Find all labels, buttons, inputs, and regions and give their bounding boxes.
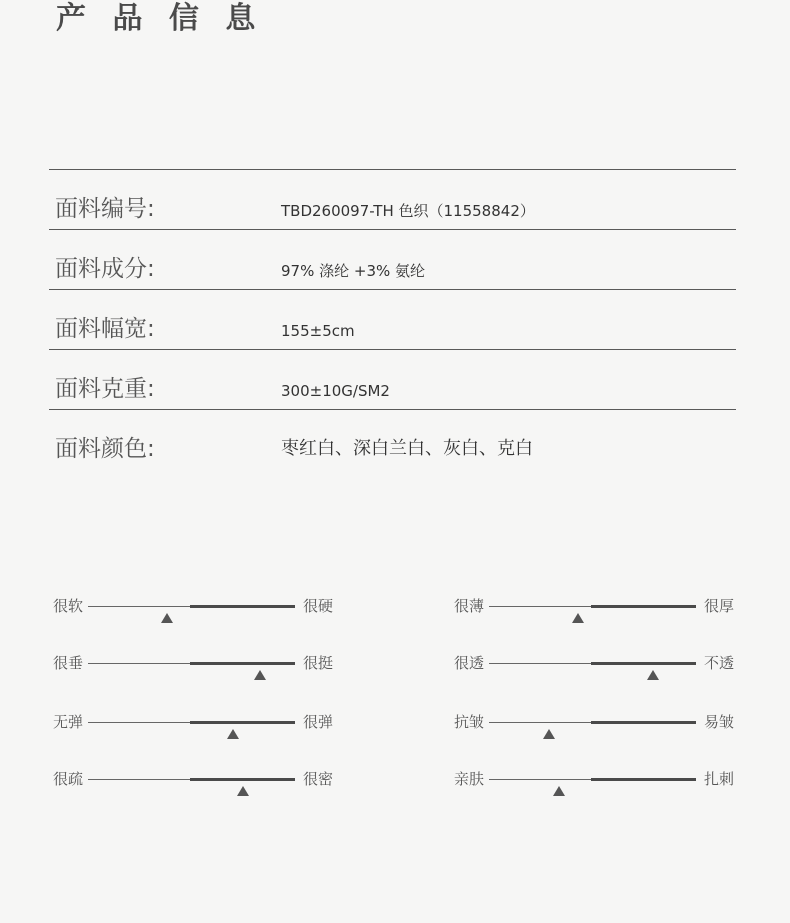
fabric-weight-value: 300±10G/SM2: [281, 382, 390, 400]
fabric-composition-value: 97% 涤纶 +3% 氨纶: [281, 262, 426, 280]
scale-track-thin: [489, 779, 591, 780]
fabric-weight-label: 面料克重:: [55, 376, 155, 402]
scale-track-thin: [489, 663, 591, 664]
scale-track-thin: [88, 722, 190, 723]
fabric-color-value: 枣红白、深白兰白、灰白、克白: [281, 438, 533, 459]
scale-track-thick: [190, 778, 295, 781]
scale-left-label: 无弹: [53, 713, 84, 731]
scale-left-label: 很透: [454, 654, 485, 672]
scale-marker-triangle: [227, 729, 239, 739]
scale-marker-triangle: [254, 670, 266, 680]
scale-track-thin: [88, 606, 190, 607]
fabric-code-label: 面料编号:: [55, 196, 155, 222]
scale-marker-triangle: [543, 729, 555, 739]
scale-marker-triangle: [572, 613, 584, 623]
fabric-width-label: 面料幅宽:: [55, 316, 155, 342]
scale-track-thin: [88, 779, 190, 780]
scale-track-thick: [190, 662, 295, 665]
wrinkle-scale: [454, 710, 737, 740]
scale-right-label: 很厚: [704, 597, 735, 615]
skin-feel-scale: [454, 767, 737, 797]
fabric-width-value: 155±5cm: [281, 322, 355, 340]
fabric-code-value: TBD260097-TH 色织（11558842）: [281, 202, 535, 220]
scale-track-thick: [591, 778, 696, 781]
fabric-color-label: 面料颜色:: [55, 436, 155, 462]
scale-track-thick: [591, 662, 696, 665]
scale-right-label: 很挺: [303, 654, 334, 672]
scale-right-label: 很密: [303, 770, 334, 788]
scale-track-thin: [489, 606, 591, 607]
transparency-scale: [454, 651, 737, 681]
fabric-composition-label: 面料成分:: [55, 256, 155, 282]
scale-left-label: 很软: [53, 597, 84, 615]
scale-left-label: 亲肤: [454, 770, 485, 788]
scale-left-label: 很疏: [53, 770, 84, 788]
scale-right-label: 不透: [704, 654, 735, 672]
scale-marker-triangle: [553, 786, 565, 796]
elasticity-scale: [53, 710, 336, 740]
scale-left-label: 很垂: [53, 654, 84, 672]
drape-scale: [53, 651, 336, 681]
scale-track-thick: [591, 605, 696, 608]
scale-left-label: 很薄: [454, 597, 485, 615]
scale-marker-triangle: [237, 786, 249, 796]
scale-left-label: 抗皱: [454, 713, 485, 731]
scale-track-thick: [190, 721, 295, 724]
scale-marker-triangle: [161, 613, 173, 623]
scale-marker-triangle: [647, 670, 659, 680]
density-scale: [53, 767, 336, 797]
scale-track-thin: [88, 663, 190, 664]
scale-right-label: 扎刺: [704, 770, 735, 788]
scale-track-thick: [591, 721, 696, 724]
thickness-scale: [454, 594, 737, 624]
scale-right-label: 很硬: [303, 597, 334, 615]
scale-track-thin: [489, 722, 591, 723]
scale-track-thick: [190, 605, 295, 608]
scale-right-label: 很弹: [303, 713, 334, 731]
softness-scale: [53, 594, 336, 624]
page-title: 产 品 信 息: [56, 1, 264, 36]
scale-right-label: 易皱: [704, 713, 735, 731]
